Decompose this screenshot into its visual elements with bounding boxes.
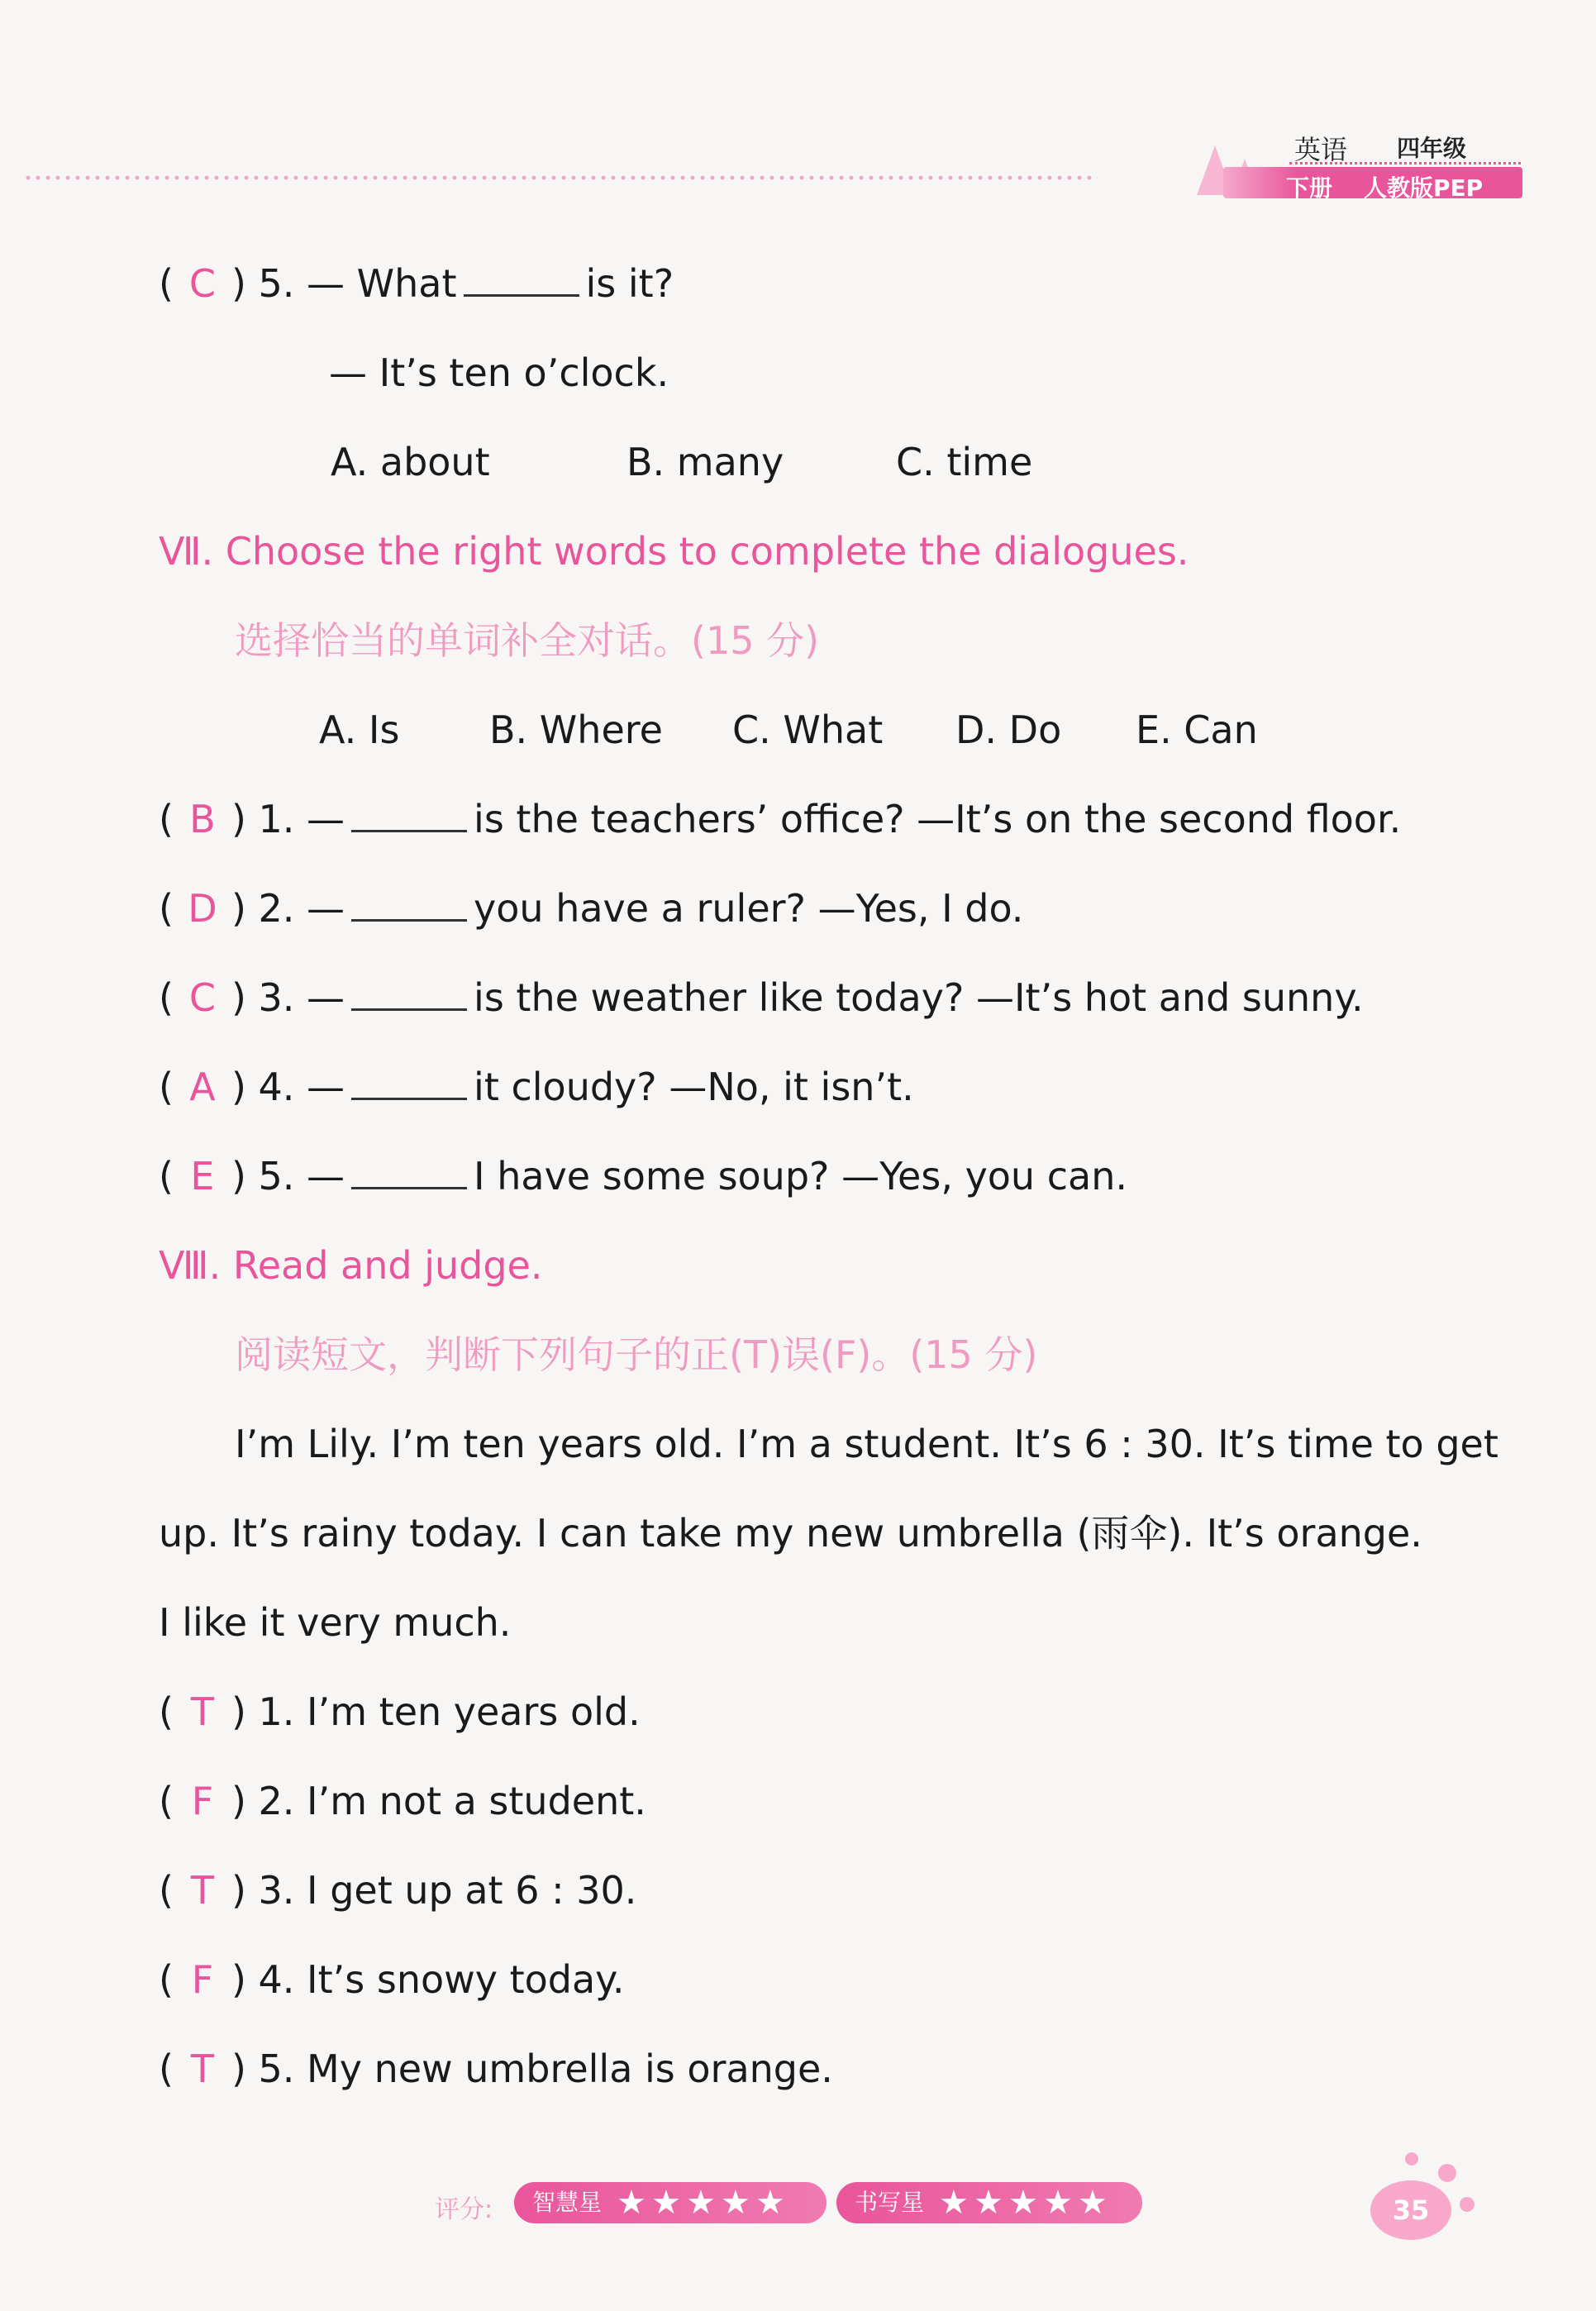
star-icon: ★ <box>1078 2184 1108 2222</box>
page-number: 35 <box>1370 2180 1451 2240</box>
wisdom-star-rating <box>514 2182 827 2223</box>
item-text: it cloudy? —No, it isn’t. <box>474 1065 914 1109</box>
star-icon: ★ <box>755 2184 785 2222</box>
item-number: 4. <box>258 1957 295 2002</box>
answer-blank <box>351 1097 467 1100</box>
answer-blank <box>464 293 579 297</box>
list-item: ( T ) 3. I get up at 6 : 30. <box>159 1868 637 1913</box>
list-item: ( E ) 5. — I have some soup? —Yes, you can. <box>159 1154 1127 1198</box>
list-item: ( A ) 4. — it cloudy? —No, it isn’t. <box>159 1065 914 1109</box>
answer-blank <box>351 1008 467 1011</box>
item-number: 2. <box>258 886 295 931</box>
star-icon: ★ <box>1043 2184 1073 2222</box>
header-bar <box>1223 167 1522 202</box>
word-bank-c: C. What <box>732 708 884 752</box>
answer-mark: E <box>190 1154 215 1198</box>
item-number: 5. <box>258 1154 295 1198</box>
item-number: 5. <box>258 261 295 306</box>
item-text: is the weather like today? —It’s hot and sunny. <box>474 975 1364 1020</box>
star-icon: ★ <box>721 2184 750 2222</box>
item-number: 4. <box>258 1065 295 1109</box>
dash: — <box>307 1065 345 1109</box>
list-item: ( T ) 5. My new umbrella is orange. <box>159 2047 833 2091</box>
answer-mark: B <box>189 797 216 841</box>
answer-blank <box>351 829 467 832</box>
question-pre: — What <box>307 261 457 306</box>
item-text: I have some soup? —Yes, you can. <box>474 1154 1127 1198</box>
star-icon: ★ <box>617 2184 646 2222</box>
answer-mark: C <box>188 975 217 1020</box>
passage-line-2: up. It’s rainy today. I can take my new umbrella (雨伞). It’s orange. <box>159 1511 1422 1556</box>
paren-open: ( <box>159 261 174 306</box>
dash: — <box>307 797 345 841</box>
answer-mark: C <box>188 261 217 306</box>
q5-option-a: A. about <box>331 440 490 484</box>
word-bank-d: D. Do <box>955 708 1062 752</box>
item-number: 2. <box>258 1779 295 1823</box>
item-text: I get up at 6 : 30. <box>307 1868 637 1913</box>
paren-close: ) <box>231 261 246 306</box>
wisdom-star-label: 智慧星 <box>532 2189 603 2216</box>
passage-line-1: I’m Lily. I’m ten years old. I’m a student. It’s 6 : 30. It’s time to get <box>235 1422 1498 1466</box>
answer-mark: T <box>190 1689 214 1734</box>
item-text: you have a ruler? —Yes, I do. <box>474 886 1024 931</box>
list-item: ( C ) 3. — is the weather like today? —It’s hot and sunny. <box>159 975 1364 1020</box>
answer-mark: F <box>191 1779 214 1823</box>
section8-subtitle: 阅读短文，判断下列句子的正(T)误(F)。(15 分) <box>235 1332 1038 1377</box>
q5-row <box>159 261 674 306</box>
answer-blank <box>351 1186 467 1189</box>
header-volume: 下册 <box>1286 174 1333 202</box>
item-number: 5. <box>258 2047 295 2091</box>
item-number: 3. <box>258 1868 295 1913</box>
section8-title: Ⅷ. Read and judge. <box>159 1243 543 1288</box>
item-text: I’m not a student. <box>307 1779 646 1823</box>
word-bank-e: E. Can <box>1136 708 1258 752</box>
item-number: 1. <box>258 797 295 841</box>
writing-star-label: 书写星 <box>855 2189 925 2216</box>
word-bank-a: A. Is <box>319 708 400 752</box>
star-icon: ★ <box>686 2184 716 2222</box>
item-text: I’m ten years old. <box>307 1689 641 1734</box>
list-item: ( F ) 4. It’s snowy today. <box>159 1957 625 2002</box>
item-text: My new umbrella is orange. <box>307 2047 833 2091</box>
item-number: 3. <box>258 975 295 1020</box>
item-text: is the teachers’ office? —It’s on the second floor. <box>474 797 1402 841</box>
header-grade: 四年级 <box>1397 135 1467 162</box>
bubble-decoration <box>1438 2164 1456 2182</box>
passage-line-3: I like it very much. <box>159 1600 512 1645</box>
bubble-decoration <box>1405 2152 1418 2166</box>
list-item: ( D ) 2. — you have a ruler? —Yes, I do. <box>159 886 1024 931</box>
answer-mark: T <box>190 2047 214 2091</box>
dash: — <box>307 886 345 931</box>
list-item: ( B ) 1. — is the teachers’ office? —It’s on the second floor. <box>159 797 1402 841</box>
list-item: ( T ) 1. I’m ten years old. <box>159 1689 641 1734</box>
answer-mark: T <box>190 1868 214 1913</box>
q5-reply: — It’s ten o’clock. <box>329 350 669 395</box>
answer-blank <box>351 918 467 922</box>
star-icon: ★ <box>1008 2184 1038 2222</box>
star-icon: ★ <box>651 2184 681 2222</box>
dash: — <box>307 975 345 1020</box>
item-number: 1. <box>258 1689 295 1734</box>
header-subject: 英语 <box>1294 134 1348 165</box>
section7-subtitle: 选择恰当的单词补全对话。(15 分) <box>235 618 820 663</box>
list-item: ( F ) 2. I’m not a student. <box>159 1779 646 1823</box>
answer-mark: D <box>188 886 217 931</box>
star-icon: ★ <box>939 2184 969 2222</box>
bubble-decoration <box>1460 2197 1475 2212</box>
q5-option-b: B. many <box>626 440 784 484</box>
score-label: 评分: <box>435 2195 493 2224</box>
dash: — <box>307 1154 345 1198</box>
word-bank-b: B. Where <box>489 708 663 752</box>
question-post: is it? <box>585 261 674 306</box>
header-dotted-rule <box>23 175 1098 180</box>
item-text: It’s snowy today. <box>307 1957 625 2002</box>
answer-mark: A <box>189 1065 216 1109</box>
star-icon: ★ <box>974 2184 1003 2222</box>
writing-star-rating <box>836 2182 1142 2223</box>
answer-mark: F <box>191 1957 214 2002</box>
section7-title: Ⅶ. Choose the right words to complete the dialogues. <box>159 529 1189 574</box>
q5-option-c: C. time <box>896 440 1033 484</box>
header-edition: 人教版PEP <box>1364 174 1484 202</box>
